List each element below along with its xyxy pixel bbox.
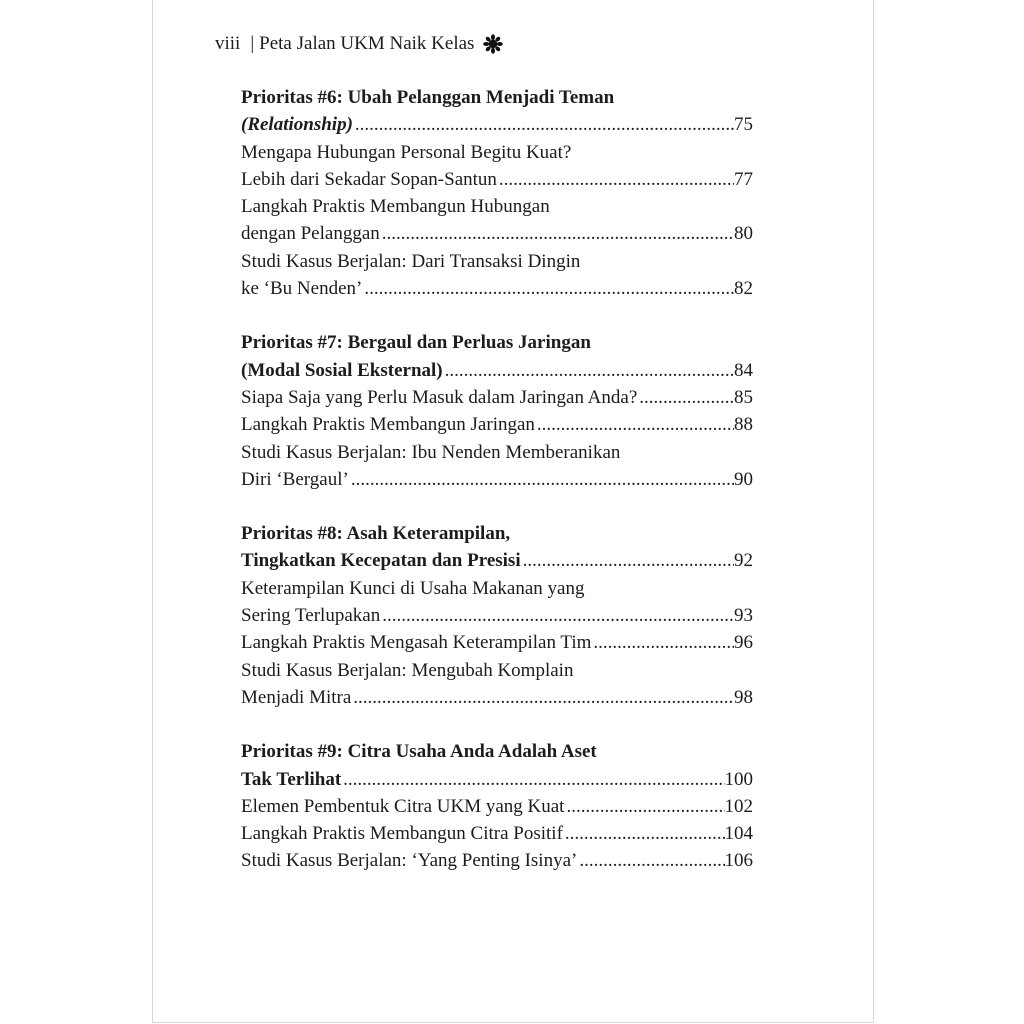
page-ref: 93 <box>734 605 753 627</box>
dot-leader <box>566 793 724 820</box>
dot-leader <box>523 547 734 574</box>
dot-leader <box>445 357 734 384</box>
page-ref: 77 <box>734 168 753 190</box>
dot-leader <box>565 820 725 847</box>
page-ref: 104 <box>724 823 753 845</box>
page-ref: 84 <box>734 359 753 381</box>
toc-item-entry[interactable]: Langkah Praktis Mengasah Keterampilan Tim ..... 96 <box>241 629 753 656</box>
toc-section-prioritas-9 <box>241 738 753 874</box>
table-of-contents <box>241 84 753 902</box>
toc-item-entry[interactable]: Diri ‘Bergaul’ ..... 90 <box>241 466 753 493</box>
toc-item-entry[interactable]: dengan Pelanggan ..... 80 <box>241 220 753 247</box>
dot-leader <box>537 411 734 438</box>
dot-leader <box>355 111 734 138</box>
toc-section-prioritas-7 <box>241 329 753 493</box>
toc-section-prioritas-6 <box>241 84 753 302</box>
page-ref: 96 <box>734 632 753 654</box>
toc-item-entry[interactable]: Studi Kasus Berjalan: ‘Yang Penting Isinya’ ..... 106 <box>241 847 753 874</box>
dot-leader <box>364 275 734 302</box>
toc-item-entry[interactable]: Siapa Saja yang Perlu Masuk dalam Jaringan Anda? ..... 85 <box>241 384 753 411</box>
toc-section-prioritas-8 <box>241 520 753 711</box>
dot-leader <box>639 384 734 411</box>
dot-leader <box>382 602 734 629</box>
flower-ornament-icon <box>483 34 503 54</box>
dot-leader <box>353 684 734 711</box>
toc-item-entry[interactable]: Langkah Praktis Membangun Citra Positif ..... 104 <box>241 820 753 847</box>
book-page <box>152 0 874 1023</box>
toc-item-entry[interactable]: ke ‘Bu Nenden’ ..... 82 <box>241 275 753 302</box>
toc-heading-entry[interactable]: Tak Terlihat ..... 100 <box>241 766 753 793</box>
dot-leader <box>499 166 734 193</box>
dot-leader <box>351 466 734 493</box>
dot-leader <box>382 220 734 247</box>
toc-heading-entry[interactable]: (Relationship) ..... 75 <box>241 111 753 138</box>
toc-item-entry[interactable]: Sering Terlupakan ..... 93 <box>241 602 753 629</box>
toc-item-entry[interactable]: Elemen Pembentuk Citra UKM yang Kuat ..... 102 <box>241 793 753 820</box>
page-ref: 102 <box>724 795 753 817</box>
header-separator: | <box>250 33 255 54</box>
dot-leader <box>593 629 734 656</box>
toc-item-line: Langkah Praktis Membangun Hubungan <box>241 196 550 218</box>
toc-item-line: Keterampilan Kunci di Usaha Makanan yang <box>241 577 585 599</box>
toc-heading-entry[interactable]: Tingkatkan Kecepatan dan Presisi ..... 92 <box>241 547 753 574</box>
toc-item-entry[interactable]: Lebih dari Sekadar Sopan-Santun ..... 77 <box>241 166 753 193</box>
toc-heading-line: Prioritas #8: Asah Keterampilan, <box>241 523 511 545</box>
toc-item-entry[interactable]: Langkah Praktis Membangun Jaringan ..... 88 <box>241 411 753 438</box>
dot-leader <box>343 766 724 793</box>
page-ref: 98 <box>734 686 753 708</box>
toc-item-line: Studi Kasus Berjalan: Mengubah Komplain <box>241 659 574 681</box>
toc-item-line: Mengapa Hubungan Personal Begitu Kuat? <box>241 141 572 163</box>
page-ref: 88 <box>734 414 753 436</box>
toc-heading-line: Prioritas #6: Ubah Pelanggan Menjadi Teman <box>241 87 615 108</box>
page-ref: 100 <box>724 768 753 790</box>
page-ref: 92 <box>734 550 753 572</box>
toc-heading-line: Prioritas #9: Citra Usaha Anda Adalah Aset <box>241 741 597 763</box>
toc-heading-line: Prioritas #7: Bergaul dan Perluas Jaringan <box>241 332 591 354</box>
book-title: Peta Jalan UKM Naik Kelas <box>259 33 475 54</box>
page-ref: 75 <box>734 114 753 136</box>
running-header <box>215 31 503 57</box>
dot-leader <box>579 847 724 874</box>
page-ref: 82 <box>734 278 753 300</box>
toc-item-line: Studi Kasus Berjalan: Dari Transaksi Dingin <box>241 250 581 272</box>
toc-heading-entry[interactable]: (Modal Sosial Eksternal) ..... 84 <box>241 357 753 384</box>
page-ref: 85 <box>734 386 753 408</box>
page-ref: 80 <box>734 223 753 245</box>
toc-item-entry[interactable]: Menjadi Mitra ..... 98 <box>241 684 753 711</box>
page-number: viii <box>215 33 241 54</box>
toc-item-line: Studi Kasus Berjalan: Ibu Nenden Memberanikan <box>241 441 621 463</box>
page-ref: 106 <box>724 850 753 872</box>
page-ref: 90 <box>734 468 753 490</box>
